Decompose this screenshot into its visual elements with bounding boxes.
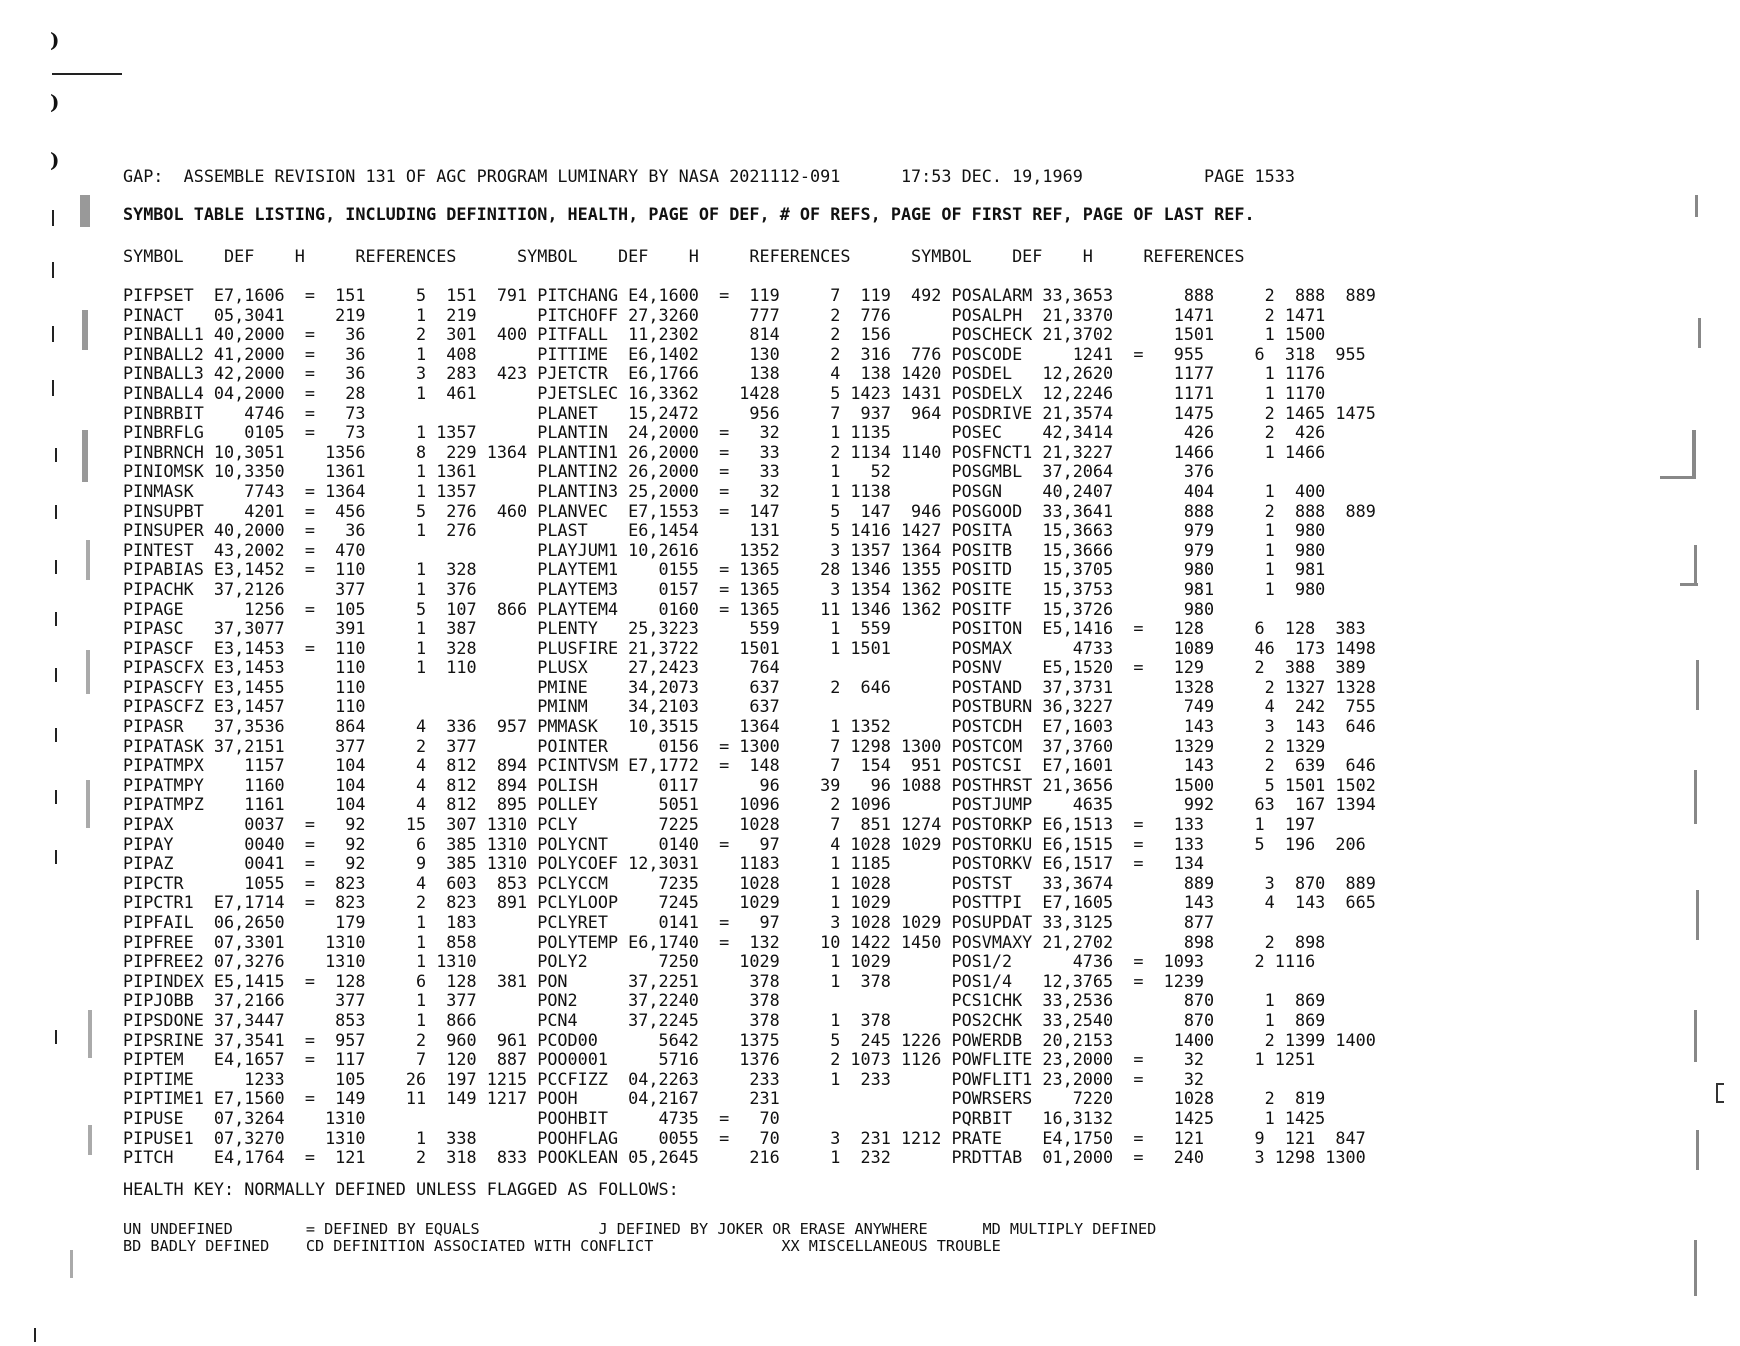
table-row: PIPSRINE 37,3541 = 957 2 960 961 PCOD00 5642 1375 5 245 1226 POWERDB 20,2153 1400 2 1399 1400 (123, 1029, 1376, 1050)
margin-tick (55, 728, 57, 742)
table-row: PIPATASK 37,2151 377 2 377 POINTER 0156 = 1300 7 1298 1300 POSTCOM 37,3760 1329 2 1329 (123, 735, 1326, 756)
margin-tick (34, 1328, 36, 1342)
scan-smudge (1694, 545, 1697, 585)
table-row: PIPASCFY E3,1455 110 PMINE 34,2073 637 2 646 POSTAND 37,3731 1328 2 1327 1328 (123, 676, 1376, 697)
margin-tick (55, 1030, 57, 1044)
table-row: PIPATMPX 1157 104 4 812 894 PCINTVSM E7,1772 = 148 7 154 951 POSTCSI E7,1601 143 2 639 646 (123, 755, 1376, 776)
scan-smudge (1698, 318, 1701, 348)
table-row: PIPASR 37,3536 864 4 336 957 PMMASK 10,3515 1364 1 1352 POSTCDH E7,1603 143 3 143 646 (123, 716, 1376, 737)
table-row: PIPCTR1 E7,1714 = 823 2 823 891 PCLYLOOP 7245 1029 1 1029 POSTTPI E7,1605 143 4 143 665 (123, 892, 1376, 913)
margin-tick (55, 790, 57, 804)
scan-smudge (88, 1125, 92, 1155)
margin-tick (52, 210, 54, 226)
scan-smudge (86, 780, 90, 828)
table-row: PIPASC 37,3077 391 1 387 PLENTY 25,3223 559 1 559 POSITON E5,1416 = 128 6 128 383 (123, 618, 1366, 639)
table-row: PITCH E4,1764 = 121 2 318 833 POOKLEAN 05,2645 216 1 232 PRDTTAB 01,2000 = 240 3 1298 1300 (123, 1147, 1366, 1168)
scan-smudge (1680, 583, 1698, 586)
scan-smudge (82, 310, 88, 350)
health-key-title: HEALTH KEY: NORMALLY DEFINED UNLESS FLAGGED AS FOLLOWS: (123, 1179, 679, 1199)
scan-smudge (88, 1010, 92, 1058)
table-row: PIPCTR 1055 = 823 4 603 853 PCLYCCM 7235 1028 1 1028 POSTST 33,3674 889 3 870 889 (123, 872, 1376, 893)
binder-rule (52, 73, 122, 75)
symbol-table (123, 286, 1376, 1187)
table-row: PINSUPER 40,2000 = 36 1 276 PLAST E6,1454 131 5 1416 1427 POSITA 15,3663 979 1 980 (123, 520, 1326, 541)
table-row: PIPUSE 07,3264 1310 POOHBIT 4735 = 70 PQRBIT 16,3132 1425 1 1425 (123, 1107, 1326, 1128)
table-row: PIPABIAS E3,1452 = 110 1 328 PLAYTEM1 0155 = 1365 28 1346 1355 POSITD 15,3705 980 1 981 (123, 559, 1326, 580)
table-row: PIPASCF E3,1453 = 110 1 328 PLUSFIRE 21,3722 1501 1 1501 POSMAX 4733 1089 46 173 1498 (123, 637, 1376, 658)
table-row: PIPTIME 1233 105 26 197 1215 PCCFIZZ 04,2263 233 1 233 POWFLIT1 23,2000 = 32 (123, 1068, 1205, 1089)
margin-tick (55, 560, 57, 574)
table-row: PINBRNCH 10,3051 1356 8 229 1364 PLANTIN1 26,2000 = 33 2 1134 1140 POSFNCT1 21,3227 1466 1 1466 (123, 441, 1326, 462)
margin-tick (55, 850, 57, 864)
table-row: PINTEST 43,2002 = 470 PLAYJUM1 10,2616 1352 3 1357 1364 POSITB 15,3666 979 1 980 (123, 539, 1326, 560)
table-row: PIPACHK 37,2126 377 1 376 PLAYTEM3 0157 = 1365 3 1354 1362 POSITE 15,3753 981 1 980 (123, 578, 1326, 599)
table-row: PINBRFLG 0105 = 73 1 1357 PLANTIN 24,2000 = 32 1 1135 POSEC 42,3414 426 2 426 (123, 422, 1326, 443)
margin-tick (52, 326, 54, 342)
table-row: PIPASCFX E3,1453 110 1 110 PLUSX 27,2423 764 POSNV E5,1520 = 129 2 388 389 (123, 657, 1366, 678)
table-row: PIPAY 0040 = 92 6 385 1310 POLYCNT 0140 = 97 4 1028 1029 POSTORKU E6,1515 = 133 5 196 206 (123, 833, 1366, 854)
table-row: PINBALL3 42,2000 = 36 3 283 423 PJETCTR E6,1766 138 4 138 1420 POSDEL 12,2620 1177 1 1176 (123, 363, 1326, 384)
table-row: PIPTEM E4,1657 = 117 7 120 887 POO0001 5716 1376 2 1073 1126 POWFLITE 23,2000 = 32 1 1251 (123, 1049, 1316, 1070)
scan-smudge (1695, 195, 1698, 217)
table-row: PIPASCFZ E3,1457 110 PMINM 34,2103 637 POSTBURN 36,3227 749 4 242 755 (123, 696, 1376, 717)
scan-smudge (82, 430, 88, 482)
scan-smudge (1694, 1240, 1697, 1296)
table-row: PIPFREE2 07,3276 1310 1 1310 POLY2 7250 1029 1 1029 POS1/2 4736 = 1093 2 1116 (123, 951, 1316, 972)
table-row: PIPSDONE 37,3447 853 1 866 PCN4 37,2245 378 1 378 POS2CHK 33,2540 870 1 869 (123, 1009, 1326, 1030)
scan-smudge (1716, 1083, 1718, 1103)
scan-smudge (1694, 1010, 1697, 1062)
scan-smudge (1716, 1101, 1724, 1103)
table-row: PIPJOBB 37,2166 377 1 377 PON2 37,2240 378 PCS1CHK 33,2536 870 1 869 (123, 990, 1326, 1011)
scan-smudge (1692, 430, 1696, 478)
margin-tick (55, 505, 57, 519)
table-row: PIPAZ 0041 = 92 9 385 1310 POLYCOEF 12,3031 1183 1 1185 POSTORKV E6,1517 = 134 (123, 853, 1205, 874)
scan-smudge (70, 1250, 73, 1278)
health-key-line-2: BD BADLY DEFINED CD DEFINITION ASSOCIATED WITH CONFLICT XX MISCELLANEOUS TROUBLE (123, 1237, 1001, 1255)
table-row: PIPTIME1 E7,1560 = 149 11 149 1217 POOH 04,2167 231 POWRSERS 7220 1028 2 819 (123, 1088, 1326, 1109)
scan-smudge (1696, 1130, 1699, 1170)
table-row: PINBALL1 40,2000 = 36 2 301 400 PITFALL 11,2302 814 2 156 POSCHECK 21,3702 1501 1 1500 (123, 324, 1326, 345)
scan-smudge (1660, 476, 1696, 479)
margin-tick (52, 262, 54, 278)
margin-tick (55, 612, 57, 626)
scan-smudge (1716, 1083, 1724, 1085)
table-row: PINMASK 7743 = 1364 1 1357 PLANTIN3 25,2000 = 32 1 1138 POSGN 40,2407 404 1 400 (123, 480, 1326, 501)
listing-title-line: GAP: ASSEMBLE REVISION 131 OF AGC PROGRAM LUMINARY BY NASA 2021112-091 17:53 DEC. 19,1969 PAGE 1533 (123, 166, 1295, 186)
scan-smudge (80, 195, 90, 227)
binder-mark-top: ) (50, 28, 60, 52)
scan-smudge (86, 650, 90, 694)
column-headers: SYMBOL DEF H REFERENCES SYMBOL DEF H REFERENCES SYMBOL DEF H REFERENCES (123, 246, 1245, 266)
table-row: PINACT 05,3041 219 1 219 PITCHOFF 27,3260 777 2 776 POSALPH 21,3370 1471 2 1471 (123, 304, 1326, 325)
table-row: PIPATMPZ 1161 104 4 812 895 POLLEY 5051 1096 2 1096 POSTJUMP 4635 992 63 167 1394 (123, 794, 1376, 815)
margin-tick (55, 448, 57, 462)
table-row: PIPINDEX E5,1415 = 128 6 128 381 PON 37,2251 378 1 378 POS1/4 12,3765 = 1239 (123, 970, 1205, 991)
scan-smudge (1694, 770, 1697, 824)
binder-mark-lower: ) (50, 148, 60, 172)
table-row: PINBALL2 41,2000 = 36 1 408 PITTIME E6,1402 130 2 316 776 POSCODE 1241 = 955 6 318 955 (123, 343, 1366, 364)
scan-smudge (86, 540, 90, 580)
margin-tick (52, 380, 54, 396)
scan-smudge (1696, 660, 1699, 710)
table-row: PIPAX 0037 = 92 15 307 1310 PCLY 7225 1028 7 851 1274 POSTORKP E6,1513 = 133 1 197 (123, 814, 1316, 835)
table-row: PINBALL4 04,2000 = 28 1 461 PJETSLEC 16,3362 1428 5 1423 1431 POSDELX 12,2246 1171 1 1170 (123, 382, 1326, 403)
health-key-line-1: UN UNDEFINED = DEFINED BY EQUALS J DEFINED BY JOKER OR ERASE ANYWHERE MD MULTIPLY DEFINED (123, 1220, 1157, 1238)
binder-mark-middle: ) (50, 90, 60, 114)
scan-smudge (1696, 890, 1699, 940)
table-row: PIPFAIL 06,2650 179 1 183 PCLYRET 0141 = 97 3 1028 1029 POSUPDAT 33,3125 877 (123, 912, 1215, 932)
table-row: PINBRBIT 4746 = 73 PLANET 15,2472 956 7 937 964 POSDRIVE 21,3574 1475 2 1465 1475 (123, 402, 1376, 423)
table-row: PINIOMSK 10,3350 1361 1 1361 PLANTIN2 26,2000 = 33 1 52 POSGMBL 37,2064 376 (123, 461, 1215, 482)
table-row: PIPFREE 07,3301 1310 1 858 POLYTEMP E6,1740 = 132 10 1422 1450 POSVMAXY 21,2702 898 2 898 (123, 931, 1326, 952)
margin-tick (55, 668, 57, 682)
table-row: PIPAGE 1256 = 105 5 107 866 PLAYTEM4 0160 = 1365 11 1346 1362 POSITF 15,3726 980 (123, 598, 1215, 619)
table-row: PIPUSE1 07,3270 1310 1 338 POOHFLAG 0055 = 70 3 231 1212 PRATE E4,1750 = 121 9 121 847 (123, 1127, 1366, 1148)
symbol-table-subtitle: SYMBOL TABLE LISTING, INCLUDING DEFINITION, HEALTH, PAGE OF DEF, # OF REFS, PAGE OF FIRST REF, PAGE OF LAST REF. (123, 204, 1255, 224)
table-row: PIFPSET E7,1606 = 151 5 151 791 PITCHANG E4,1600 = 119 7 119 492 POSALARM 33,3653 888 2 888 889 (123, 285, 1376, 305)
table-row: PIPATMPY 1160 104 4 812 894 POLISH 0117 96 39 96 1088 POSTHRST 21,3656 1500 5 1501 1502 (123, 774, 1376, 795)
table-row: PINSUPBT 4201 = 456 5 276 460 PLANVEC E7,1553 = 147 5 147 946 POSGOOD 33,3641 888 2 888 889 (123, 500, 1376, 521)
